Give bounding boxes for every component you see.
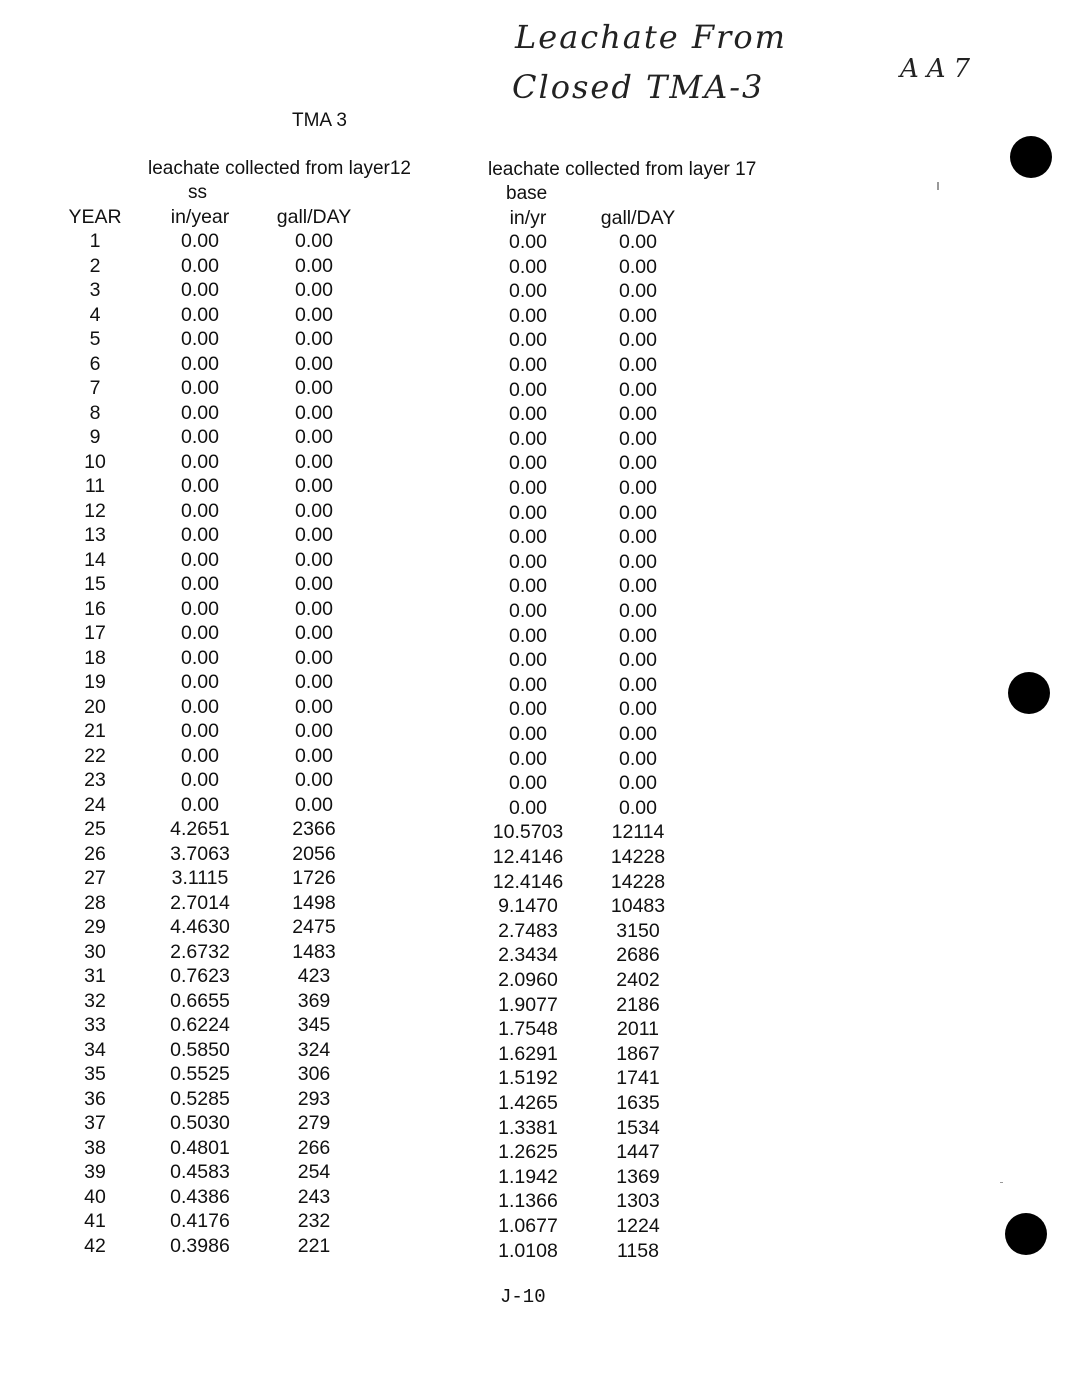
left-inyear-cell: 0.00 bbox=[181, 524, 219, 546]
right-inyr-cell: 1.1942 bbox=[498, 1165, 558, 1188]
right-inyr-cell: 0.00 bbox=[509, 403, 547, 426]
year-cell: 30 bbox=[84, 940, 106, 963]
right-gallday-cell: 0.00 bbox=[619, 255, 657, 278]
handwritten-note-line2: Closed TMA-3 bbox=[512, 68, 765, 106]
year-cell: 19 bbox=[84, 671, 106, 693]
right-gallday-cell: 14228 bbox=[610, 846, 666, 868]
left-inyear-cell: 0.5030 bbox=[170, 1112, 230, 1134]
year-cell: 14 bbox=[84, 548, 106, 571]
left-gallday-cell: 0.00 bbox=[295, 622, 333, 644]
left-gallday-cell: 1483 bbox=[292, 940, 336, 963]
left-inyear-cell: 0.00 bbox=[181, 744, 219, 767]
left-gallday-cell: 0.00 bbox=[295, 769, 333, 791]
right-gallday-cell: 2402 bbox=[616, 969, 660, 991]
left-gallday-cell: 0.00 bbox=[295, 352, 333, 375]
right-gallday-cell: 3150 bbox=[616, 919, 660, 942]
right-gallday-cell: 0.00 bbox=[619, 624, 657, 647]
left-inyear-cell: 0.7623 bbox=[170, 965, 230, 987]
year-cell: 36 bbox=[84, 1087, 106, 1110]
left-group-sublabel: ss bbox=[188, 182, 207, 203]
left-gallday-cell: 2366 bbox=[292, 818, 336, 840]
left-gallday-cell: 0.00 bbox=[295, 695, 333, 718]
right-gallday-cell: 0.00 bbox=[619, 280, 657, 303]
right-inyr-cell: 9.1470 bbox=[498, 895, 558, 918]
left-inyear-cell: 0.00 bbox=[181, 254, 219, 277]
right-inyr-cell: 1.4265 bbox=[498, 1092, 558, 1114]
year-cell: 2 bbox=[89, 254, 101, 277]
right-inyr-cell: 0.00 bbox=[509, 280, 547, 303]
right-inyr-cell: 0.00 bbox=[509, 772, 547, 795]
year-cell: 20 bbox=[84, 695, 106, 718]
right-gallday-cell: 0.00 bbox=[619, 673, 657, 696]
left-gallday-cell: 423 bbox=[297, 965, 331, 987]
right-gallday-cell: 0.00 bbox=[619, 304, 657, 327]
left-gallday-cell: 1726 bbox=[292, 867, 336, 889]
year-cell: 39 bbox=[84, 1161, 106, 1183]
left-inyear-cell: 0.00 bbox=[181, 646, 219, 669]
right-gallday-cell: 0.00 bbox=[619, 796, 657, 819]
left-gallday-cell: 232 bbox=[297, 1210, 331, 1232]
year-cell: 37 bbox=[84, 1112, 106, 1134]
left-gallday-cell: 306 bbox=[297, 1063, 331, 1085]
handwritten-corner-code: AA7 bbox=[900, 54, 979, 84]
left-inyear-cell: 0.5285 bbox=[170, 1087, 230, 1110]
right-gallday-cell: 0.00 bbox=[619, 723, 657, 745]
left-inyear-cell: 0.00 bbox=[181, 377, 219, 399]
right-inyr-cell: 0.00 bbox=[509, 624, 547, 647]
column-header-year: YEAR bbox=[68, 206, 122, 228]
right-inyr-cell: 0.00 bbox=[509, 231, 547, 253]
left-gallday-cell: 369 bbox=[297, 989, 331, 1012]
left-inyear-cell: 0.00 bbox=[181, 426, 219, 448]
year-cell: 6 bbox=[89, 352, 101, 375]
right-gallday-cell: 0.00 bbox=[619, 452, 657, 475]
left-gallday-cell: 0.00 bbox=[295, 573, 333, 595]
year-cell: 23 bbox=[84, 769, 106, 791]
right-gallday-cell: 0.00 bbox=[619, 575, 657, 598]
left-gallday-cell: 0.00 bbox=[295, 377, 333, 399]
left-inyear-cell: 0.3986 bbox=[170, 1234, 230, 1257]
right-inyr-cell: 12.4146 bbox=[492, 870, 564, 893]
scan-speck bbox=[1000, 1182, 1003, 1183]
left-gallday-cell: 279 bbox=[297, 1112, 331, 1134]
year-cell: 35 bbox=[84, 1063, 106, 1085]
right-gallday-cell: 0.00 bbox=[619, 477, 657, 499]
year-cell: 11 bbox=[84, 475, 106, 497]
left-gallday-cell: 0.00 bbox=[295, 499, 333, 522]
right-gallday-cell: 14228 bbox=[610, 870, 666, 893]
right-inyr-cell: 1.2625 bbox=[498, 1141, 558, 1164]
binder-hole-top bbox=[1010, 136, 1052, 178]
year-cell: 31 bbox=[84, 965, 106, 987]
right-gallday-cell: 0.00 bbox=[619, 427, 657, 450]
left-inyear-cell: 0.00 bbox=[181, 622, 219, 644]
left-inyear-cell: 0.00 bbox=[181, 671, 219, 693]
right-gallday-cell: 1303 bbox=[616, 1190, 660, 1213]
right-gallday-cell: 0.00 bbox=[619, 600, 657, 622]
right-gallday-cell: 0.00 bbox=[619, 354, 657, 376]
left-gallday-cell: 0.00 bbox=[295, 744, 333, 767]
year-cell: 33 bbox=[84, 1014, 106, 1036]
column-header-left-inyear: in/year bbox=[170, 206, 230, 228]
right-inyr-cell: 0.00 bbox=[509, 304, 547, 327]
year-cell: 12 bbox=[84, 499, 106, 522]
right-inyr-cell: 1.7548 bbox=[498, 1018, 558, 1041]
left-inyear-cell: 0.00 bbox=[181, 769, 219, 791]
year-cell: 18 bbox=[84, 646, 106, 669]
right-inyr-cell: 0.00 bbox=[509, 452, 547, 475]
right-inyr-cell: 0.00 bbox=[509, 255, 547, 278]
right-inyr-cell: 1.0677 bbox=[498, 1215, 558, 1237]
document-title: TMA 3 bbox=[292, 110, 347, 131]
right-inyr-cell: 0.00 bbox=[509, 649, 547, 672]
left-inyear-cell: 2.7014 bbox=[170, 891, 230, 914]
right-gallday-cell: 10483 bbox=[610, 895, 666, 918]
right-gallday-cell: 0.00 bbox=[619, 526, 657, 549]
left-inyear-cell: 0.4801 bbox=[170, 1136, 230, 1159]
right-inyr-cell: 0.00 bbox=[509, 427, 547, 450]
right-inyr-cell: 1.3381 bbox=[498, 1116, 558, 1139]
left-gallday-cell: 345 bbox=[297, 1014, 331, 1036]
right-gallday-cell: 1534 bbox=[616, 1116, 660, 1139]
right-inyr-cell: 1.6291 bbox=[498, 1042, 558, 1065]
right-gallday-cell: 1867 bbox=[616, 1042, 660, 1065]
right-inyr-cell: 0.00 bbox=[509, 477, 547, 499]
left-inyear-cell: 4.4630 bbox=[170, 916, 230, 938]
left-inyear-cell: 0.00 bbox=[181, 597, 219, 620]
right-gallday-cell: 0.00 bbox=[619, 550, 657, 573]
year-cell: 27 bbox=[84, 867, 106, 889]
left-inyear-cell: 0.00 bbox=[181, 475, 219, 497]
column-header-left-gallday: gall/DAY bbox=[276, 206, 352, 228]
left-inyear-cell: 0.00 bbox=[181, 230, 219, 252]
year-cell: 24 bbox=[84, 793, 106, 816]
left-gallday-cell: 0.00 bbox=[295, 279, 333, 301]
year-cell: 17 bbox=[84, 622, 106, 644]
left-gallday-cell: 293 bbox=[297, 1087, 331, 1110]
left-gallday-cell: 0.00 bbox=[295, 401, 333, 424]
left-gallday-cell: 254 bbox=[297, 1161, 331, 1183]
year-cell: 8 bbox=[89, 401, 101, 424]
right-gallday-cell: 0.00 bbox=[619, 403, 657, 426]
left-inyear-cell: 0.00 bbox=[181, 793, 219, 816]
left-group-header: leachate collected from layer12 bbox=[148, 158, 411, 179]
year-cell: 3 bbox=[89, 279, 101, 301]
right-gallday-cell: 0.00 bbox=[619, 649, 657, 672]
column-header-right-inyr: in/yr bbox=[509, 207, 547, 229]
year-cell: 42 bbox=[84, 1234, 106, 1257]
right-gallday-cell: 0.00 bbox=[619, 378, 657, 401]
left-inyear-cell: 0.00 bbox=[181, 695, 219, 718]
left-inyear-cell: 4.2651 bbox=[170, 818, 230, 840]
year-cell: 10 bbox=[84, 450, 106, 473]
right-inyr-cell: 0.00 bbox=[509, 698, 547, 721]
year-cell: 40 bbox=[84, 1185, 106, 1208]
left-inyear-cell: 0.00 bbox=[181, 450, 219, 473]
right-gallday-cell: 0.00 bbox=[619, 329, 657, 352]
left-inyear-cell: 0.00 bbox=[181, 573, 219, 595]
right-gallday-cell: 1224 bbox=[616, 1215, 660, 1237]
left-gallday-cell: 0.00 bbox=[295, 646, 333, 669]
right-gallday-cell: 1635 bbox=[616, 1092, 660, 1114]
right-gallday-cell: 0.00 bbox=[619, 231, 657, 253]
left-gallday-cell: 243 bbox=[297, 1185, 331, 1208]
scan-speck bbox=[937, 182, 939, 190]
year-cell: 41 bbox=[84, 1210, 106, 1232]
right-inyr-cell: 0.00 bbox=[509, 747, 547, 770]
right-gallday-cell: 0.00 bbox=[619, 772, 657, 795]
year-cell: 5 bbox=[89, 328, 101, 350]
right-group-header: leachate collected from layer 17 bbox=[488, 159, 757, 180]
right-gallday-cell: 0.00 bbox=[619, 698, 657, 721]
right-gallday-cell: 12114 bbox=[611, 821, 665, 844]
right-inyr-cell: 0.00 bbox=[509, 600, 547, 622]
year-cell: 38 bbox=[84, 1136, 106, 1159]
left-gallday-cell: 0.00 bbox=[295, 524, 333, 546]
left-inyear-cell: 3.1115 bbox=[171, 867, 229, 889]
left-gallday-cell: 0.00 bbox=[295, 328, 333, 350]
right-gallday-cell: 2011 bbox=[617, 1018, 659, 1041]
year-cell: 9 bbox=[89, 426, 101, 448]
left-inyear-cell: 0.4386 bbox=[170, 1185, 230, 1208]
year-cell: 29 bbox=[84, 916, 106, 938]
right-inyr-cell: 1.9077 bbox=[498, 993, 558, 1016]
left-gallday-cell: 0.00 bbox=[295, 426, 333, 448]
left-gallday-cell: 0.00 bbox=[295, 254, 333, 277]
year-cell: 32 bbox=[84, 989, 106, 1012]
page-number: J-10 bbox=[500, 1286, 546, 1308]
year-cell: 25 bbox=[84, 818, 106, 840]
right-gallday-cell: 2686 bbox=[616, 944, 660, 967]
right-gallday-cell: 0.00 bbox=[619, 747, 657, 770]
right-gallday-cell: 0.00 bbox=[619, 501, 657, 524]
right-gallday-cell: 1369 bbox=[616, 1165, 660, 1188]
binder-hole-middle bbox=[1008, 672, 1050, 714]
left-gallday-cell: 0.00 bbox=[295, 475, 333, 497]
left-inyear-cell: 0.00 bbox=[181, 401, 219, 424]
left-inyear-cell: 0.6655 bbox=[170, 989, 230, 1012]
right-gallday-cell: 2186 bbox=[616, 993, 660, 1016]
left-gallday-cell: 0.00 bbox=[295, 303, 333, 326]
left-inyear-cell: 0.5850 bbox=[170, 1038, 230, 1061]
left-inyear-cell: 0.00 bbox=[181, 352, 219, 375]
left-gallday-cell: 2475 bbox=[292, 916, 336, 938]
left-inyear-cell: 0.00 bbox=[181, 499, 219, 522]
right-inyr-cell: 0.00 bbox=[509, 329, 547, 352]
right-gallday-cell: 1741 bbox=[616, 1067, 660, 1090]
left-inyear-cell: 0.5525 bbox=[170, 1063, 230, 1085]
year-cell: 34 bbox=[84, 1038, 106, 1061]
left-inyear-cell: 0.00 bbox=[181, 328, 219, 350]
right-inyr-cell: 0.00 bbox=[509, 550, 547, 573]
right-inyr-cell: 1.1366 bbox=[498, 1190, 558, 1213]
left-inyear-cell: 0.00 bbox=[181, 548, 219, 571]
left-gallday-cell: 0.00 bbox=[295, 671, 333, 693]
year-cell: 1 bbox=[89, 230, 101, 252]
binder-hole-bottom bbox=[1005, 1213, 1047, 1255]
right-inyr-cell: 10.5703 bbox=[492, 821, 564, 844]
right-inyr-cell: 1.0108 bbox=[498, 1239, 558, 1262]
left-gallday-cell: 324 bbox=[297, 1038, 331, 1061]
year-cell: 21 bbox=[84, 720, 106, 742]
right-gallday-cell: 1158 bbox=[617, 1239, 659, 1262]
left-inyear-cell: 0.6224 bbox=[170, 1014, 230, 1036]
left-gallday-cell: 0.00 bbox=[295, 230, 333, 252]
left-inyear-cell: 0.00 bbox=[181, 720, 219, 742]
year-cell: 13 bbox=[84, 524, 106, 546]
left-inyear-cell: 0.00 bbox=[181, 303, 219, 326]
handwritten-note-line1: Leachate From bbox=[515, 18, 787, 56]
year-cell: 15 bbox=[84, 573, 106, 595]
left-inyear-cell: 0.00 bbox=[181, 279, 219, 301]
left-gallday-cell: 0.00 bbox=[295, 450, 333, 473]
right-inyr-cell: 2.3434 bbox=[498, 944, 558, 967]
year-cell: 16 bbox=[84, 597, 106, 620]
year-cell: 4 bbox=[89, 303, 101, 326]
right-inyr-cell: 0.00 bbox=[509, 723, 547, 745]
year-cell: 22 bbox=[84, 744, 106, 767]
right-gallday-cell: 1447 bbox=[616, 1141, 660, 1164]
left-gallday-cell: 2056 bbox=[292, 842, 336, 865]
left-gallday-cell: 0.00 bbox=[295, 720, 333, 742]
right-inyr-cell: 0.00 bbox=[509, 354, 547, 376]
right-inyr-cell: 0.00 bbox=[509, 501, 547, 524]
right-inyr-cell: 2.7483 bbox=[498, 919, 558, 942]
right-inyr-cell: 0.00 bbox=[509, 575, 547, 598]
left-inyear-cell: 0.4176 bbox=[170, 1210, 230, 1232]
right-inyr-cell: 12.4146 bbox=[492, 846, 564, 868]
year-cell: 28 bbox=[84, 891, 106, 914]
right-inyr-cell: 0.00 bbox=[509, 673, 547, 696]
left-gallday-cell: 221 bbox=[297, 1234, 331, 1257]
right-group-sublabel: base bbox=[506, 183, 548, 204]
year-cell: 26 bbox=[84, 842, 106, 865]
right-inyr-cell: 0.00 bbox=[509, 796, 547, 819]
right-inyr-cell: 0.00 bbox=[509, 378, 547, 401]
right-inyr-cell: 2.0960 bbox=[498, 969, 558, 991]
right-inyr-cell: 0.00 bbox=[509, 526, 547, 549]
left-gallday-cell: 0.00 bbox=[295, 548, 333, 571]
left-inyear-cell: 2.6732 bbox=[170, 940, 230, 963]
left-inyear-cell: 3.7063 bbox=[170, 842, 230, 865]
left-gallday-cell: 266 bbox=[297, 1136, 331, 1159]
left-inyear-cell: 0.4583 bbox=[170, 1161, 230, 1183]
left-gallday-cell: 0.00 bbox=[295, 597, 333, 620]
right-inyr-cell: 1.5192 bbox=[498, 1067, 558, 1090]
column-header-right-gallday: gall/DAY bbox=[600, 207, 676, 229]
left-gallday-cell: 0.00 bbox=[295, 793, 333, 816]
left-gallday-cell: 1498 bbox=[292, 891, 336, 914]
year-cell: 7 bbox=[89, 377, 101, 399]
